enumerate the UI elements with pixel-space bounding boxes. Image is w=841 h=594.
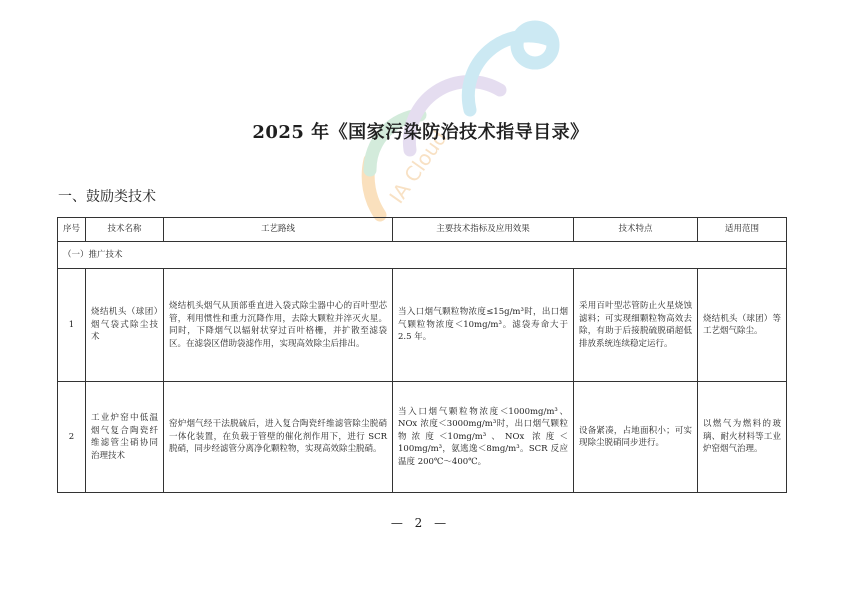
row-index: 1	[58, 269, 86, 382]
header-indicators: 主要技术指标及应用效果	[393, 218, 574, 242]
table-row	[58, 269, 787, 382]
row-scope: 烧结机头（球团）等工艺烟气除尘。	[698, 269, 787, 382]
row-index: 2	[58, 382, 86, 493]
row-indicators: 当入口烟气颗粒物浓度＜1000mg/m³、NOx 浓度＜3000mg/m³时，出口烟气颗粒物浓度＜10mg/m³、NOx 浓度＜100mg/m³，氨逃逸＜8mg/m³。SCR 反应温度 200℃～400℃。	[393, 382, 574, 493]
section-heading: 一、鼓励类技术	[58, 189, 156, 205]
row-indicators: 当入口烟气颗粒物浓度≤15g/m³时，出口烟气颗粒物浓度＜10mg/m³。滤袋寿命大于 2.5 年。	[393, 269, 574, 382]
watermark-ring-blue	[517, 27, 553, 63]
row-name: 烧结机头（球团）烟气袋式除尘技术	[86, 269, 164, 382]
watermark-text: IA Cloud	[384, 126, 452, 208]
row-process: 窑炉烟气经干法脱硫后，进入复合陶瓷纤维滤管除尘脱硝一体化装置，在负载于管壁的催化剂作用下，进行 SCR 脱硝，同步经滤管分离净化颗粒物，实现高效除尘脱硝。	[164, 382, 393, 493]
technology-catalog-table	[57, 217, 787, 493]
header-scope: 适用范围	[698, 218, 787, 242]
watermark-arc-blue	[468, 36, 550, 110]
table-subheading-row	[58, 242, 787, 269]
table-row	[58, 382, 787, 493]
row-features: 设备紧凑，占地面积小；可实现除尘脱硝同步进行。	[574, 382, 698, 493]
watermark-arc-orange	[368, 160, 380, 215]
table-header-row	[58, 218, 787, 242]
row-process: 烧结机头烟气从顶部垂直进入袋式除尘器中心的百叶型芯管，利用惯性和重力沉降作用，去除大颗粒并淬灭火星。同时，下降烟气以辐射状穿过百叶格栅，并扩散至滤袋区。在滤袋区借助袋滤作用，实现高效除尘后排出。	[164, 269, 393, 382]
header-features: 技术特点	[574, 218, 698, 242]
header-index: 序号	[58, 218, 86, 242]
row-features: 采用百叶型芯管防止火星烧蚀滤料；可实现细颗粒物高效去除，有助于后接脱硫脱硝超低排放系统连续稳定运行。	[574, 269, 698, 382]
row-name: 工业炉窑中低温烟气复合陶瓷纤维滤管尘硝协同治理技术	[86, 382, 164, 493]
header-name: 技术名称	[86, 218, 164, 242]
document-title: 2025 年《国家污染防治技术指导目录》	[252, 122, 589, 143]
header-process: 工艺路线	[164, 218, 393, 242]
page-number: — 2 —	[390, 516, 451, 530]
table-subheading: （一）推广技术	[58, 242, 787, 269]
row-scope: 以燃气为燃料的玻璃、耐火材料等工业炉窑烟气治理。	[698, 382, 787, 493]
